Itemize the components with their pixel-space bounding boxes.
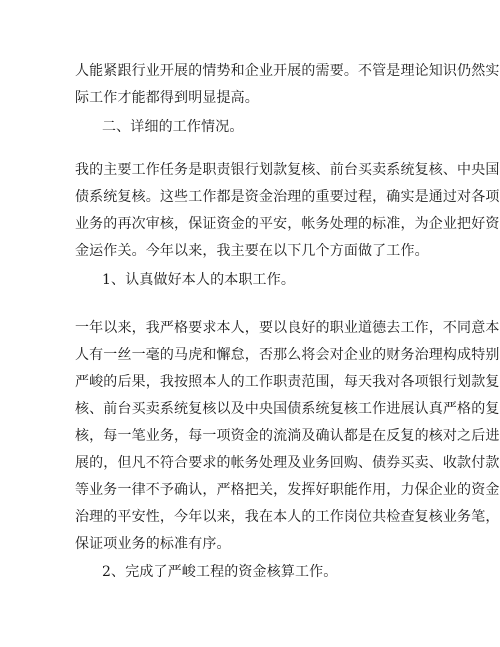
paragraph-line-8: 人有一丝一毫的马虎和懈怠，否那么将会对企业的财务治理构成特别 <box>75 347 500 363</box>
subsection-heading-1: 1、认真做好本人的本职工作。 <box>102 272 296 288</box>
paragraph-line-6: 金运作关。今年以来，我主要在以下几个方面做了工作。 <box>75 243 429 259</box>
paragraph-line-15: 保证项业务的标准有序。 <box>75 536 231 552</box>
paragraph-line-2: 际工作才能都得到明显提高。 <box>75 90 259 106</box>
paragraph-line-1: 人能紧跟行业开展的情势和企业开展的需要。不管是理论知识仍然实 <box>75 63 500 79</box>
paragraph-line-13: 等业务一律不予确认，严格把关，发挥好职能作用，力保企业的资金 <box>75 482 500 498</box>
paragraph-line-5: 业务的再次审核，保证资金的平安，帐务处理的标准，为企业把好资 <box>75 216 500 232</box>
paragraph-line-14: 治理的平安性，今年以来，我在本人的工作岗位共检查复核业务笔， <box>75 509 500 525</box>
paragraph-line-3: 我的主要工作任务是职责银行划款复核、前台买卖系统复核、中央国 <box>75 162 500 178</box>
paragraph-line-11: 核，每一笔业务，每一项资金的流淌及确认都是在反复的核对之后进 <box>75 428 500 444</box>
paragraph-line-12: 展的，但凡不符合要求的帐务处理及业务回购、债券买卖、收款付款 <box>75 455 500 471</box>
paragraph-line-7: 一年以来，我严格要求本人，要以良好的职业道德去工作，不同意本 <box>75 320 500 336</box>
section-heading-2: 二、详细的工作情况。 <box>102 119 244 135</box>
paragraph-line-10: 核、前台买卖系统复核以及中央国债系统复核工作进展认真严格的复 <box>75 401 500 417</box>
paragraph-line-4: 债系统复核。这些工作都是资金治理的重要过程，确实是通过对各项 <box>75 189 500 205</box>
subsection-heading-2: 2、完成了严峻工程的资金核算工作。 <box>102 564 338 580</box>
paragraph-line-9: 严峻的后果，我按照本人的工作职责范围，每天我对各项银行划款复 <box>75 374 500 390</box>
